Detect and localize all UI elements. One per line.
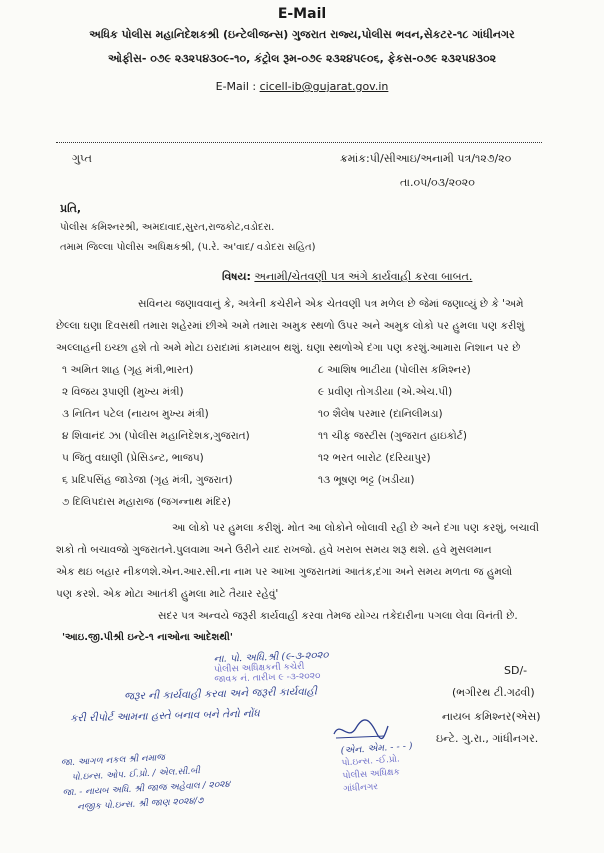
recipient-prefix: પ્રતિ, [60,202,82,215]
recipient-line-2: તમામ જિલ્લા પોલીસ અધિક્ષકશ્રી, (પ.રે. અ'વાદ/ વડોદરા સહિત) [60,242,316,253]
signatory-designation: નાયબ કમિશ્નર(એસ) [442,710,541,723]
request-line: સદર પત્ર અન્વયે જરૂરી કાર્યવાહી કરવા તેમજ યોગ્ય તકેદારીના પગલા લેવા વિનંતી છે. [158,610,518,622]
list-item: ૧૦ શૈલેષ પરમાર (દાનિલીમડા) [318,408,443,420]
bottom-right-line-3: પોલીસ અધિક્ષક [342,767,401,782]
signatory-name: (ભગીરથ ટી.ગઢવી) [452,686,535,699]
signatory-office: ઇન્ટે. ગુ.રા., ગાંધીનગર. [436,732,539,745]
bottom-right-line-2: પો.ઇન્સ. -ઈ.પ્રો. [341,754,401,769]
body-line-7: પણ કરશે. એક મોટા આતંકી હુમલા માટે તૈયાર રહેવું' [56,588,279,600]
list-item: ૩ નિતિન પટેલ (નાયબ મુખ્ય મંત્રી) [62,408,209,420]
list-item: ૪ શિવાનંદ ઝા (પોલીસ મહાનિદેશક,ગુજરાત) [62,430,250,442]
body-line-4: આ લોકો પર હુમલા કરીશું. મોત આ લોકોને બોલાવી રહી છે અને દંગા પણ કરશું, બચાવી [172,522,540,534]
bottom-right-stamp [340,740,415,797]
body-line-6: એક થઇ બહાર નીકળશે.એન.આર.સી.ના નામ પર આખા ગુજરાતમાં આતંક,દંગા અને સમય મળતા જ હુમલો [56,566,513,578]
list-item: ૬ પ્રદિપસિંહ જાડેજા (ગૃહ મંત્રી, ગુજરાત) [62,474,233,486]
body-line-5: શકો તો બચાવજો ગુજરાતને.પુલવામા અને ઉરીને યાદ રાખજો. હવે ખરાબ સમય શરૂ થશે. હવે મુસલમાન [56,544,492,556]
stamp-line-2: પોલીસ અધિક્ષકની કચેરી [213,661,305,676]
bottom-left-line-4: નજીક પો.ઇન્સ. શ્રી જાણ ૨૦૨૪/૭ [76,796,204,813]
list-item: ૭ દિલિપદાસ મહારાજ (જગન્નાથ મંદિર) [62,496,231,508]
office-phones: ઓફીસ- ૦૭૯ ૨૩૨૫૪૩૦૯-૧૦, કંટ્રોલ રૂમ-૦૭૯ ૨૩૨૪૫૯૦૬, ફેકસ-૦૭૯ ૨૩૨૫૪૩૦૨ [107,52,497,65]
list-item: ૧ અમિત શાહ (ગૃહ મંત્રી,ભારત) [62,364,194,376]
bottom-right-line-1: (એન. એમ. - - - ) [340,740,413,757]
subject-label: વિષય: [222,270,251,283]
body-line-1: સવિનય જણાવવાનું કે, અત્રેની કચેરીને એક ચેતવણી પત્ર મળેલ છે જેમાં જણાવ્યું છે કે 'અમે [138,298,524,310]
list-item: ૮ આશિષ ભાટીયા (પોલીસ કમિશ્નર) [318,364,471,376]
divider [56,142,542,143]
list-item: ૧૩ ભૂષણ ભટ્ટ (ખડીયા) [318,474,415,486]
email-label: E-Mail : [215,80,257,93]
email-address-link[interactable]: cicell-ib@gujarat.gov.in [259,80,389,93]
list-item: ૧૧ ચીફ જસ્ટીસ (ગુજરાત હાઇકોર્ટ) [318,430,467,442]
inward-stamp [213,650,329,685]
list-item: ૧૨ ભરત બારોટ (દરિયાપુર) [318,452,431,464]
bottom-right-line-4: ગાંધીનગર [343,782,379,795]
handwritten-note-1: જરૂર ની કાર્યવાહી કરવા અને જરૂરી કાર્યવાહી [123,685,318,703]
handwritten-signature-icon [330,716,390,744]
stamp-line-1: ના. પો. અધિ.શ્રી (૯-૩-૨૦૨૦ [213,650,329,666]
list-item: ૯ પ્રવીણ તોગડીયા (એ.એચ.પી) [318,386,453,398]
bottom-left-notes [61,748,232,817]
body-line-2: છેલ્લા ઘણા દિવસથી તમારા શહેરમાં છીએ અમે તમારા અમુક સ્થળો ઉપર અને અમુક લોકો પર હુમલા પણ કરીશું [56,320,525,332]
handwritten-note-2: કરી રીપોર્ટ આમના હસ્તે બનાવ બને તેનો નોંધ [69,707,260,725]
subject-text: અનામી/ચેતવણી પત્ર અંગે કાર્યવાહી કરવા બાબત. [254,270,473,283]
stamp-line-3: જાવક નં. તારીખ ૯ -૩-૨૦૨૦ [214,671,321,685]
letter-date: તા.૦૫/૦૩/૨૦૨૦ [400,176,475,189]
recipient-line-1: પોલીસ કમિશ્નરશ્રી, અમદાવાદ,સુરત,રાજકોટ,વડોદરા. [60,222,275,233]
subject-row [222,270,472,284]
bottom-left-line-3: જા. - નાયબ અધિ. શ્રી જાજ અહેવાલ / ૨૦૨૪ [62,779,231,799]
email-title: E-Mail [277,6,327,22]
email-row [0,80,604,93]
order-note: 'આઇ.જી.પીશ્રી ઇન્ટે-૧ નાઓના આદેશથી' [62,632,233,643]
bottom-left-line-2: પો.ઇન્સ. ઓપ. ઈ.પ્રો. / એલ.સી.બી [71,766,201,783]
list-item: ૨ વિજય રૂપાણી (મુખ્ય મંત્રી) [62,386,184,398]
list-item: ૫ જિતુ વઘાણી (પ્રેસિડન્ટ, ભાજપ) [62,452,204,464]
reference-number: ક્રમાંક:પી/સીઆઇ/અનામી પત્ર/૧૨૭/૨૦ [340,152,512,165]
body-line-3: અલ્લાહની ઇચ્છા હશે તો અમે મોટા ઇરાદામાં કામયાબ થશું. ઘણા સ્થળોએ દંગા પણ કરશું.આમારા નિશાન પર છે [56,342,521,354]
classification: ગુપ્ત [72,152,92,165]
signature-sd: SD/- [504,664,528,677]
office-address: અધિક પોલીસ મહાનિદેશકશ્રી (ઇન્ટેલીજન્સ) ગુજરાત રાજ્ય,પોલીસ ભવન,સેકટર-૧૮ ગાંધીનગર [89,28,515,41]
bottom-left-line-1: જા. આગળ નકલ શ્રી નમાજ [60,752,166,769]
